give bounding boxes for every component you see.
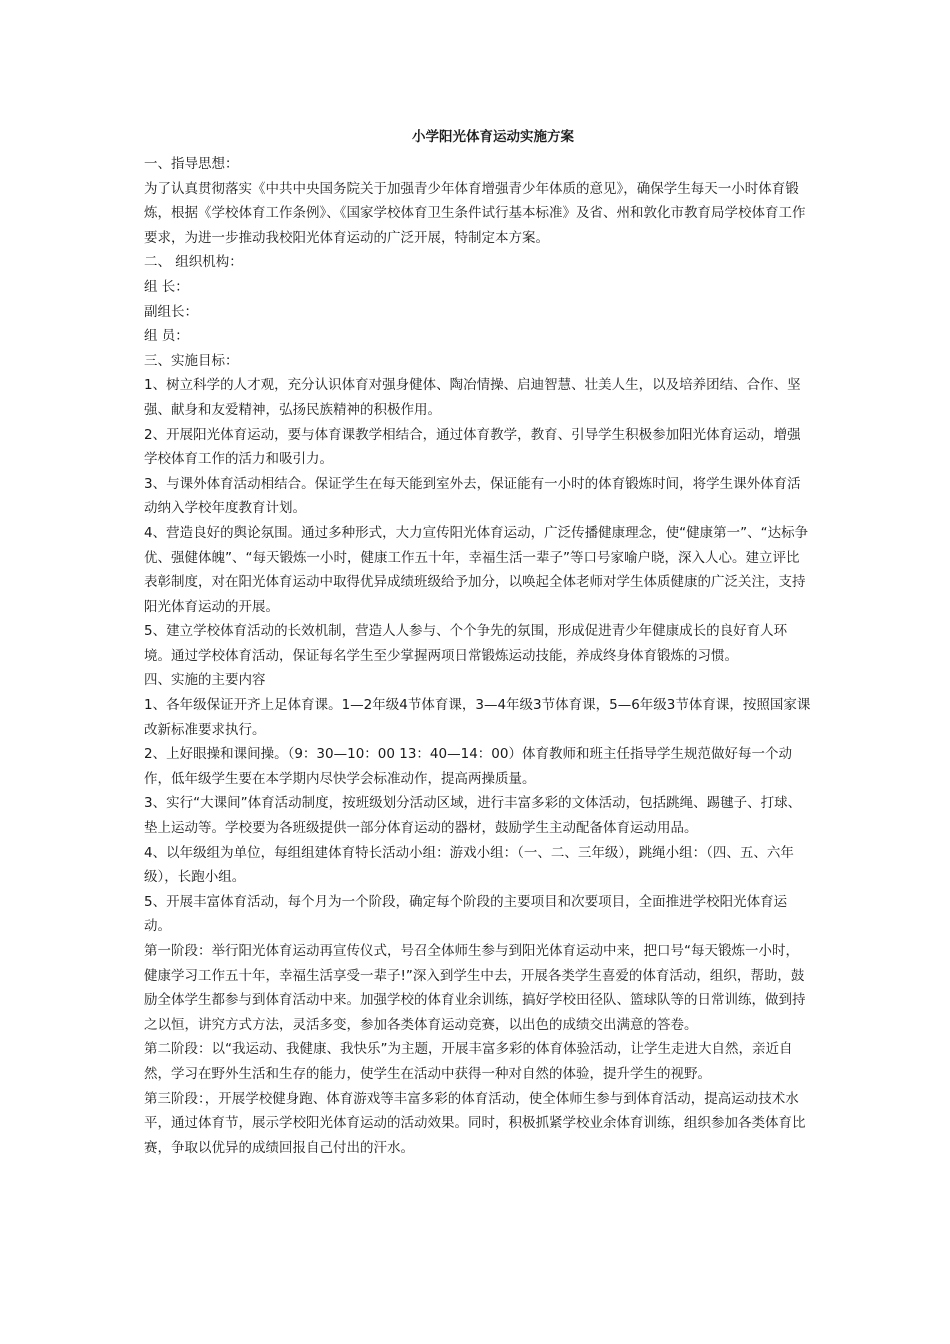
paragraph: 4、以年级组为单位，每组组建体育特长活动小组：游戏小组：（一、二、三年级），跳绳小组：（四、五、六年级），长跑小组。 — [144, 844, 794, 886]
section-heading-goals: 三、实施目标： — [144, 352, 239, 369]
paragraph-stage-three: 第三阶段：，开展学校健身跑、体育游戏等丰富多彩的体育活动，使全体师生参与到体育活动，提高运动技术水平，通过体育节，展示学校阳光体育运动的活动效果。同时，积极抓紧学校业余体育训练，组织参加各类体育比赛，争取以优异的成绩回报自己付出的汗水。 — [144, 1090, 806, 1156]
paragraph: 4、营造良好的舆论氛围。通过多种形式，大力宣传阳光体育运动，广泛传播健康理念，使“健康第一”、“达标争优、强健体魄”、“每天锻炼一小时，健康工作五十年，幸福生活一辈子”等口号家喻户晓，深入人心。建立评比表彰制度，对在阳光体育运动中取得优异成绩班级给予加分，以唤起全体老师对学生体质健康的广泛关注，支持阳光体育运动的开展。 — [144, 524, 809, 615]
document-title: 小学阳光体育运动实施方案 — [412, 129, 574, 145]
paragraph: 3、实行“大课间”体育活动制度，按班级划分活动区域，进行丰富多彩的文体活动，包括跳绳、踢毽子、打球、垫上运动等。学校要为各班级提供一部分体育运动的器材，鼓励学生主动配备体育运动用品。 — [144, 795, 802, 837]
paragraph-stage-two: 第二阶段：以“我运动、我健康、我快乐”为主题，开展丰富多彩的体育体验活动，让学生走进大自然，亲近自然，学习在野外生活和生存的能力，使学生在活动中获得一种对自然的体验，提升学生的视野。 — [144, 1041, 793, 1082]
document-page — [144, 124, 812, 1160]
paragraph: 2、上好眼操和课间操。（9：30—10：00 13：40—14：00）体育教师和班主任指导学生规范做好每一个动作，低年级学生要在本学期内尽快学会标准动作，提高两操质量。 — [144, 746, 792, 787]
paragraph: 5、开展丰富体育活动，每个月为一个阶段，确定每个阶段的主要项目和次要项目，全面推进学校阳光体育运动。 — [144, 893, 788, 935]
paragraph: 2、开展阳光体育运动，要与体育课教学相结合，通过体育教学，教育、引导学生积极参加阳光体育运动，增强学校体育工作的活力和吸引力。 — [144, 426, 801, 468]
field-leader: 组 长： — [144, 278, 189, 295]
paragraph-stage-one: 第一阶段：举行阳光体育运动再宣传仪式，号召全体师生参与到阳光体育运动中来，把口号“每天锻炼一小时，健康学习工作五十年，幸福生活享受一辈子!”深入到学生中去，开展各类学生喜爱的体育活动，组织，帮助，鼓励全体学生都参与到体育活动中来。加强学校的体育业余训练，搞好学校田径队、篮球队等的日常训练，做到持之以恒，讲究方式方法，灵活多变，参加各类体育运动竞赛，以出色的成绩交出满意的答卷。 — [144, 943, 806, 1033]
field-deputy-leader: 副组长： — [144, 303, 198, 320]
section-heading-main-content: 四、实施的主要内容 — [144, 672, 266, 689]
paragraph: 1、树立科学的人才观，充分认识体育对强身健体、陶冶情操、启迪智慧、壮美人生，以及培养团结、合作、坚强、献身和友爱精神，弘扬民族精神的积极作用。 — [144, 377, 801, 418]
section-heading-guiding-ideology: 一、指导思想： — [144, 156, 239, 172]
paragraph: 为了认真贯彻落实《中共中央国务院关于加强青少年体育增强青少年体质的意见》，确保学生每天一小时体育锻炼，根据《学校体育工作条例》、《国家学校体育卫生条件试行基本标准》及省、州和敦化市教育局学校体育工作要求，为进一步推动我校阳光体育运动的广泛开展，特制定本方案。 — [144, 180, 806, 246]
paragraph: 1、各年级保证开齐上足体育课。1—2年级4节体育课，3—4年级3节体育课，5—6年级3节体育课，按照国家课改新标准要求执行。 — [144, 697, 811, 738]
section-heading-organization: 二、 组织机构： — [144, 254, 243, 271]
paragraph: 5、建立学校体育活动的长效机制，营造人人参与、个个争先的氛围，形成促进青少年健康成长的良好育人环境。通过学校体育活动，保证每名学生至少掌握两项日常锻炼运动技能，养成终身体育锻炼的习惯。 — [144, 623, 788, 664]
paragraph: 3、与课外体育活动相结合。保证学生在每天能到室外去，保证能有一小时的体育锻炼时间，将学生课外体育活动纳入学校年度教育计划。 — [144, 475, 801, 517]
field-members: 组 员： — [144, 328, 189, 345]
